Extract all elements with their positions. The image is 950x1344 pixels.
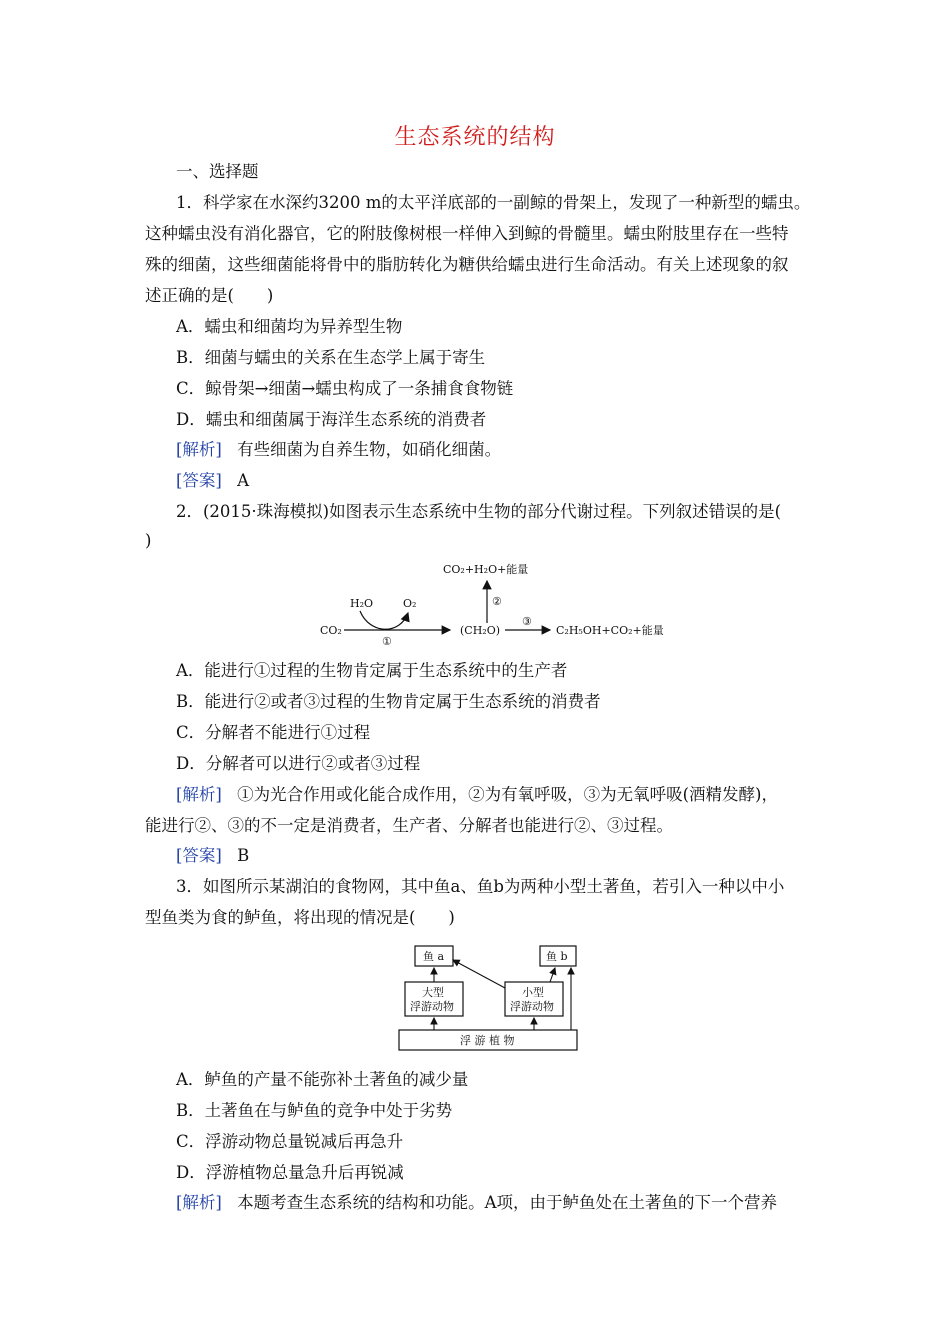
fish-a-label: 鱼 a (423, 950, 445, 963)
top-product-label: CO₂+H₂O+能量 (443, 563, 529, 576)
analysis-tag: [解析] (176, 1193, 222, 1212)
q2-option-d: D．分解者可以进行②或者③过程 (176, 754, 421, 773)
q1-stem-line-1: 1．科学家在水深约3200 m的太平洋底部的一副鲸的骨架上，发现了一种新型的蠕虫。 (176, 193, 811, 212)
q1-option-d: D．蠕虫和细菌属于海洋生态系统的消费者 (176, 410, 487, 429)
q1-option-a: A．蠕虫和细菌均为异养型生物 (176, 317, 403, 336)
q2-analysis (176, 785, 778, 805)
q1-analysis (176, 440, 501, 460)
answer-tag: [答案] (176, 471, 222, 490)
right-product-label: C₂H₅OH+CO₂+能量 (556, 624, 664, 637)
q3-option-c: C．浮游动物总量锐减后再急升 (176, 1132, 404, 1151)
step3-label: ③ (522, 615, 532, 628)
q1-answer (176, 471, 249, 491)
ch2o-label: (CH₂O) (460, 624, 501, 637)
q2-analysis-line-2: 能进行②、③的不一定是消费者，生产者、分解者也能进行②、③过程。 (145, 816, 673, 835)
q3-stem-line-1: 3．如图所示某湖泊的食物网，其中鱼a、鱼b为两种小型土著鱼，若引入一种以中小 (176, 877, 785, 896)
section-heading: 一、选择题 (176, 162, 259, 181)
q2-option-b: B．能进行②或者③过程的生物肯定属于生态系统的消费者 (176, 692, 601, 711)
answer-tag: [答案] (176, 846, 222, 865)
analysis-tag: [解析] (176, 440, 222, 459)
q3-option-d: D．浮游植物总量急升后再锐减 (176, 1163, 404, 1182)
answer-text: A (237, 471, 250, 490)
q2-stem-line-2: ) (145, 531, 152, 550)
analysis-tag: [解析] (176, 785, 222, 804)
q1-stem-line-3: 殊的细菌，这些细菌能将骨中的脂肪转化为糖供给蠕虫进行生命活动。有关上述现象的叙 (145, 255, 789, 274)
step1-label: ① (382, 635, 392, 645)
q2-option-c: C．分解者不能进行①过程 (176, 723, 371, 742)
q1-option-c: C．鲸骨架→细菌→蠕虫构成了一条捕食食物链 (176, 379, 514, 398)
q1-stem-line-2: 这种蠕虫没有消化器官，它的附肢像树根一样伸入到鲸的骨髓里。蠕虫附肢里存在一些特 (145, 224, 789, 243)
answer-text: B (237, 846, 250, 865)
co2-label: CO₂ (320, 624, 342, 637)
q1-option-b: B．细菌与蠕虫的关系在生态学上属于寄生 (176, 348, 486, 367)
q3-stem-line-2: 型鱼类为食的鲈鱼，将出现的情况是( ) (145, 908, 455, 927)
o2-label: O₂ (403, 597, 417, 610)
h2o-label: H₂O (350, 597, 374, 610)
q3-analysis (176, 1193, 777, 1213)
phytoplankton-label: 浮 游 植 物 (460, 1034, 515, 1047)
q2-option-a: A．能进行①过程的生物肯定属于生态系统中的生产者 (176, 661, 568, 680)
arrow-small-to-fish-b (550, 968, 555, 982)
q1-stem-line-4: 述正确的是( ) (145, 286, 274, 305)
water-split-arc (360, 611, 408, 629)
fish-b-label: 鱼 b (546, 950, 568, 963)
q2-stem-line-1: 2．(2015·珠海模拟)如图表示生态系统中生物的部分代谢过程。下列叙述错误的是( (176, 502, 782, 521)
large-zooplankton-label-1: 大型 (422, 986, 444, 999)
food-web-diagram (395, 938, 585, 1056)
step2-label: ② (492, 595, 502, 608)
small-zooplankton-label-2: 浮游动物 (510, 1000, 554, 1013)
page-title: 生态系统的结构 (394, 125, 556, 150)
analysis-text: 本题考查生态系统的结构和功能。A项，由于鲈鱼处在土著鱼的下一个营养 (237, 1193, 778, 1212)
small-zooplankton-label-1: 小型 (522, 986, 544, 999)
large-zooplankton-label-2: 浮游动物 (410, 1000, 454, 1013)
analysis-text-line-1: ①为光合作用或化能合成作用，②为有氧呼吸，③为无氧呼吸(酒精发酵)， (237, 785, 778, 804)
q3-option-b: B．土著鱼在与鲈鱼的竞争中处于劣势 (176, 1101, 453, 1120)
analysis-text: 有些细菌为自养生物，如硝化细菌。 (237, 440, 502, 459)
q3-option-a: A．鲈鱼的产量不能弥补土著鱼的减少量 (176, 1070, 469, 1089)
metabolism-diagram (300, 555, 680, 645)
q2-answer (176, 846, 249, 866)
